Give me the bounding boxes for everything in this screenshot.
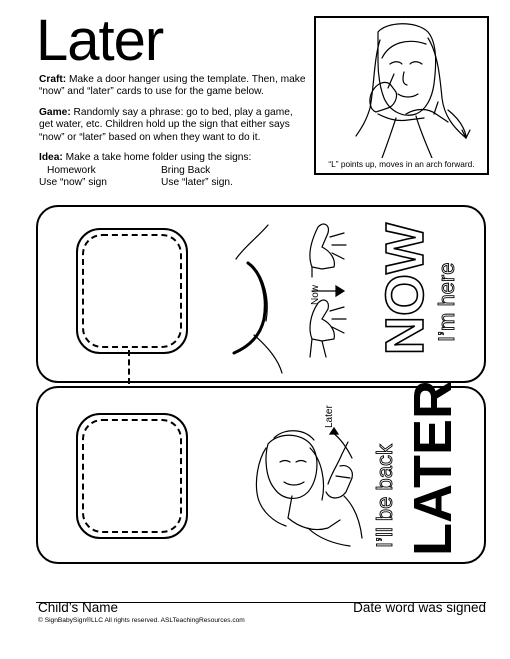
sign-caption: “L” points up, moves in an arch forward. [328,159,475,169]
idea-items-row [39,165,309,177]
later-card [36,380,486,564]
idea-bring-back: Bring Back [161,164,211,176]
now-big-word: NOW [375,223,435,355]
idea-label: Idea: [39,152,63,164]
craft-paragraph [39,74,309,99]
craft-label: Craft: [39,74,67,85]
now-sign-illustration [218,207,368,381]
now-photo-cut-line [82,234,182,348]
idea-paragraph [39,152,309,189]
craft-text: Make a door hanger using the template. Then, make “now” and “later” cards to use for the game below. [39,74,306,98]
game-label: Game: [39,106,71,118]
idea-use-later: Use “later” sign. [161,177,233,189]
idea-text: Make a take home folder using the signs: [62,152,252,164]
later-phrase: I’ll be back [372,444,397,548]
now-photo-frame [76,228,188,354]
later-sign-illustration [218,388,378,562]
later-arrow-label: Later [324,405,335,428]
sign-illustration-box [314,16,489,175]
now-phrase: I’m here [434,262,459,342]
copyright-notice: © SignBabySign®LLC All rights reserved. ASLTeachingResources.com [38,617,245,624]
idea-notes-row [39,177,309,189]
idea-use-now: Use “now” sign [39,177,107,189]
game-text: Randomly say a phrase: go to bed, play a game, get water, etc. Children hold up the sign that either says “now” or “later” based on when they want to do it. [39,106,293,143]
later-photo-cut-line [82,419,182,533]
signer-illustration [316,18,487,158]
childs-name-label: Child’s Name [38,600,119,615]
later-photo-frame [76,413,188,539]
idea-homework: Homework [47,164,96,176]
later-big-word: LATER [403,380,463,556]
now-arrow-label: Now [310,284,321,305]
game-paragraph [39,107,309,144]
instructions [39,74,309,190]
date-signed-label: Date word was signed [353,600,486,615]
page-title: Later [36,8,164,73]
now-card [36,205,486,383]
